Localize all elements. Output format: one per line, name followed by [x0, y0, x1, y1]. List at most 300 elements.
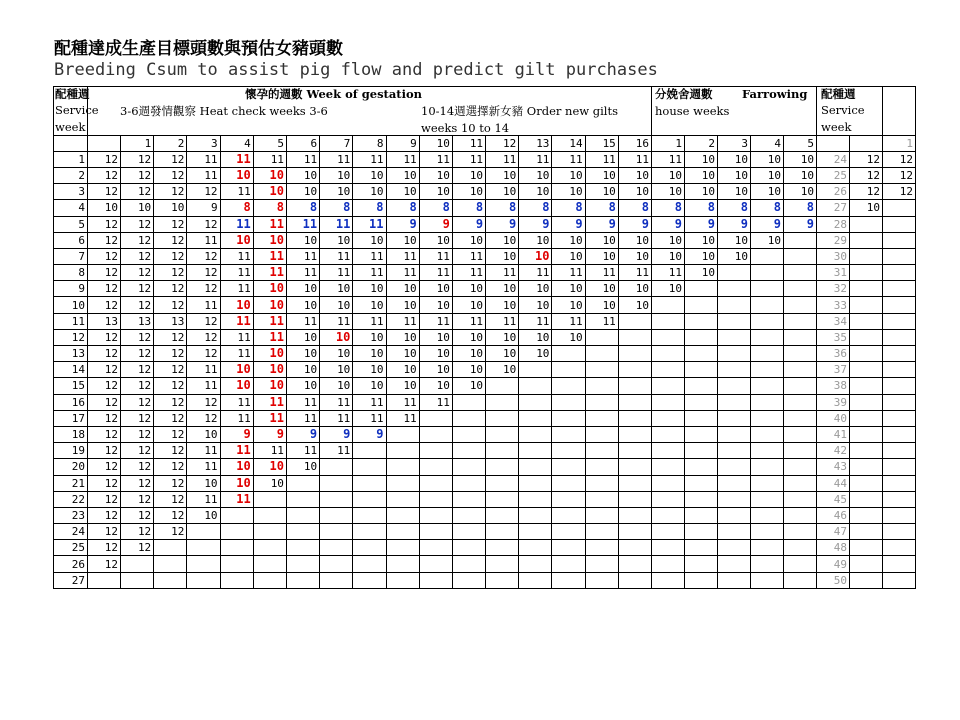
gestation-cell — [618, 491, 651, 507]
farrowing-cell — [685, 556, 718, 572]
gestation-cell: 10 — [187, 475, 220, 491]
bred-count-cell: 12 — [88, 232, 121, 248]
gestation-cell: 12 — [121, 507, 154, 523]
service-week2-cell: 45 — [817, 491, 850, 507]
extra-cell — [883, 200, 916, 216]
extra-cell — [883, 443, 916, 459]
gestation-cell: 10 — [353, 297, 386, 313]
service-week2-cell: 28 — [817, 216, 850, 232]
bred-count-cell: 12 — [88, 459, 121, 475]
farrowing-cell — [784, 313, 817, 329]
extra-cell — [883, 507, 916, 523]
gestation-cell — [552, 443, 585, 459]
gestation-cell: 12 — [121, 265, 154, 281]
gestation-week-number: 5 — [253, 135, 286, 151]
gestation-cell — [486, 410, 519, 426]
gestation-cell: 10 — [552, 232, 585, 248]
gestation-cell: 11 — [220, 491, 253, 507]
gestation-cell: 10 — [220, 232, 253, 248]
extra-cell — [883, 540, 916, 556]
farrowing-cell: 10 — [718, 167, 751, 183]
service-week2-cell: 32 — [817, 281, 850, 297]
gestation-cell: 10 — [419, 297, 452, 313]
extra-cell — [850, 410, 883, 426]
farrowing-cell: 10 — [685, 248, 718, 264]
gestation-cell: 10 — [519, 232, 552, 248]
farrowing-cell — [751, 572, 784, 588]
bred-count-cell — [88, 572, 121, 588]
gestation-cell: 10 — [618, 184, 651, 200]
gestation-cell — [419, 507, 452, 523]
gestation-cell: 11 — [286, 394, 319, 410]
farrowing-cell — [751, 248, 784, 264]
gestation-cell — [320, 524, 353, 540]
gestation-cell: 10 — [419, 362, 452, 378]
gestation-cell: 11 — [187, 491, 220, 507]
farrowing-week-number: 5 — [784, 135, 817, 151]
gestation-cell: 11 — [353, 313, 386, 329]
farrowing-cell: 8 — [718, 200, 751, 216]
gestation-cell: 9 — [519, 216, 552, 232]
gestation-cell — [585, 556, 618, 572]
service-week-cell: 4 — [54, 200, 88, 216]
gestation-cell — [187, 572, 220, 588]
gestation-cell: 10 — [286, 346, 319, 362]
header-cell — [419, 87, 452, 103]
gestation-cell: 10 — [320, 362, 353, 378]
gestation-cell: 10 — [419, 281, 452, 297]
gestation-cell — [419, 556, 452, 572]
farrowing-cell: 10 — [652, 232, 685, 248]
gestation-cell: 9 — [618, 216, 651, 232]
gestation-week-number: 11 — [452, 135, 485, 151]
gestation-cell — [121, 572, 154, 588]
farrowing-cell — [652, 443, 685, 459]
gestation-cell: 11 — [386, 410, 419, 426]
extra-cell — [850, 572, 883, 588]
gestation-cell: 9 — [253, 426, 286, 442]
farrowing-cell — [784, 459, 817, 475]
gestation-cell — [154, 540, 187, 556]
gestation-cell — [187, 556, 220, 572]
gestation-cell: 10 — [253, 281, 286, 297]
gestation-cell: 11 — [419, 151, 452, 167]
header-cell — [286, 119, 319, 135]
farrowing-cell — [685, 346, 718, 362]
gestation-cell — [585, 507, 618, 523]
farrowing-cell — [718, 313, 751, 329]
gestation-cell — [618, 329, 651, 345]
gestation-week-number: 14 — [552, 135, 585, 151]
gestation-cell: 11 — [187, 151, 220, 167]
farrowing-cell — [751, 346, 784, 362]
gestation-cell — [452, 540, 485, 556]
gestation-cell: 10 — [353, 232, 386, 248]
service-week-cell: 13 — [54, 346, 88, 362]
gestation-cell — [585, 426, 618, 442]
farrowing-cell — [718, 507, 751, 523]
farrowing-header-zh: 分娩舍週數 — [655, 87, 713, 101]
gestation-cell: 12 — [121, 329, 154, 345]
gestation-cell: 11 — [320, 248, 353, 264]
gestation-cell: 12 — [121, 475, 154, 491]
farrowing-cell — [652, 524, 685, 540]
farrowing-cell — [652, 426, 685, 442]
farrowing-cell — [784, 507, 817, 523]
service-week-header-zh: 配種週 — [55, 87, 90, 101]
gestation-cell: 12 — [187, 313, 220, 329]
gestation-cell: 11 — [552, 265, 585, 281]
service-week-cell: 1 — [54, 151, 88, 167]
farrowing-cell — [784, 540, 817, 556]
extra-cell — [850, 459, 883, 475]
gestation-cell — [286, 491, 319, 507]
gestation-cell: 11 — [220, 313, 253, 329]
gestation-cell: 12 — [121, 297, 154, 313]
farrowing-cell: 10 — [718, 184, 751, 200]
gestation-cell: 9 — [220, 426, 253, 442]
header-cell — [685, 119, 718, 135]
farrowing-cell — [685, 394, 718, 410]
gestation-cell: 9 — [386, 216, 419, 232]
service-week-cell: 16 — [54, 394, 88, 410]
gestation-cell — [220, 507, 253, 523]
gestation-cell: 11 — [386, 265, 419, 281]
gestation-cell — [419, 475, 452, 491]
gestation-cell: 10 — [286, 167, 319, 183]
gestation-cell: 10 — [452, 232, 485, 248]
bred-count-cell: 12 — [88, 346, 121, 362]
service-week2-cell: 49 — [817, 556, 850, 572]
extra-cell — [883, 265, 916, 281]
farrowing-cell: 11 — [652, 151, 685, 167]
extra-cell — [850, 491, 883, 507]
extra-cell — [850, 378, 883, 394]
gestation-cell: 8 — [585, 200, 618, 216]
gestation-cell: 12 — [121, 281, 154, 297]
gestation-cell: 9 — [452, 216, 485, 232]
gestation-cell: 10 — [519, 297, 552, 313]
farrowing-cell — [718, 265, 751, 281]
gestation-cell — [320, 491, 353, 507]
gestation-cell — [585, 378, 618, 394]
gestation-cell — [320, 507, 353, 523]
title-chinese: 配種達成生產目標頭數與預估女豬頭數 — [54, 39, 343, 59]
gestation-cell: 8 — [320, 200, 353, 216]
farrowing-cell: 10 — [784, 184, 817, 200]
gestation-cell — [519, 475, 552, 491]
farrowing-cell — [751, 410, 784, 426]
table-row — [54, 329, 916, 345]
title-english: Breeding Csum to assist pig flow and predict gilt purchases — [54, 60, 658, 80]
gestation-cell: 10 — [452, 167, 485, 183]
table-row — [54, 297, 916, 313]
gestation-cell: 10 — [253, 232, 286, 248]
gestation-cell: 10 — [486, 167, 519, 183]
gestation-cell: 12 — [154, 362, 187, 378]
farrowing-cell — [718, 281, 751, 297]
gestation-week-number: 1 — [121, 135, 154, 151]
farrowing-cell — [685, 281, 718, 297]
table-row — [54, 200, 916, 216]
gestation-cell: 8 — [353, 200, 386, 216]
bred-count-cell: 12 — [88, 362, 121, 378]
service-week-cell: 11 — [54, 313, 88, 329]
gestation-cell: 9 — [353, 426, 386, 442]
service-week-cell: 8 — [54, 265, 88, 281]
farrowing-cell — [751, 475, 784, 491]
gestation-cell: 11 — [419, 248, 452, 264]
farrowing-cell — [784, 378, 817, 394]
gestation-cell: 11 — [187, 459, 220, 475]
gestation-cell — [585, 410, 618, 426]
gestation-week-number: 10 — [419, 135, 452, 151]
farrowing-cell — [751, 362, 784, 378]
farrowing-cell — [652, 378, 685, 394]
farrowing-cell: 9 — [652, 216, 685, 232]
gestation-cell — [486, 459, 519, 475]
header-cell — [883, 87, 916, 103]
gestation-cell: 10 — [585, 248, 618, 264]
gestation-cell: 12 — [121, 346, 154, 362]
gestation-cell: 10 — [386, 362, 419, 378]
gestation-cell: 11 — [286, 216, 319, 232]
gestation-cell — [618, 556, 651, 572]
gestation-cell: 12 — [121, 394, 154, 410]
gestation-cell — [618, 362, 651, 378]
gestation-cell: 11 — [187, 378, 220, 394]
header-cell — [817, 135, 850, 151]
extra-cell — [883, 491, 916, 507]
header-cell — [618, 119, 651, 135]
service-week2-cell: 29 — [817, 232, 850, 248]
gestation-cell: 12 — [154, 297, 187, 313]
gestation-cell: 12 — [154, 346, 187, 362]
gestation-cell: 11 — [353, 410, 386, 426]
gestation-cell — [552, 540, 585, 556]
farrowing-cell: 10 — [751, 167, 784, 183]
gestation-cell: 10 — [154, 200, 187, 216]
gestation-cell — [452, 556, 485, 572]
gestation-cell: 10 — [452, 362, 485, 378]
gestation-cell — [618, 394, 651, 410]
week-number-row — [54, 135, 916, 151]
farrowing-cell — [784, 297, 817, 313]
gestation-cell: 10 — [552, 297, 585, 313]
service-week-header-en1: Service — [55, 103, 99, 117]
farrowing-cell — [751, 556, 784, 572]
service-week2-header-zh: 配種週 — [821, 87, 856, 101]
gestation-cell — [353, 443, 386, 459]
gestation-cell: 11 — [353, 248, 386, 264]
gestation-cell — [286, 572, 319, 588]
gestation-cell: 12 — [154, 151, 187, 167]
extra-cell — [883, 346, 916, 362]
farrowing-cell — [751, 281, 784, 297]
bred-count-cell: 12 — [88, 167, 121, 183]
house-weeks-header: house weeks — [655, 104, 730, 118]
header-cell — [618, 87, 651, 103]
gestation-cell: 10 — [386, 184, 419, 200]
gestation-cell: 12 — [121, 443, 154, 459]
gestation-cell: 10 — [220, 297, 253, 313]
gestation-cell: 11 — [585, 151, 618, 167]
gestation-cell: 10 — [419, 378, 452, 394]
header-cell — [784, 119, 817, 135]
gestation-cell — [386, 443, 419, 459]
table-row — [54, 507, 916, 523]
header-cell — [187, 87, 220, 103]
gestation-cell: 11 — [253, 313, 286, 329]
gestation-cell: 10 — [585, 297, 618, 313]
gestation-cell — [419, 491, 452, 507]
farrowing-cell: 10 — [685, 167, 718, 183]
gestation-cell: 9 — [286, 426, 319, 442]
gestation-cell — [552, 362, 585, 378]
gestation-week-number: 12 — [486, 135, 519, 151]
farrowing-cell — [685, 362, 718, 378]
farrowing-cell — [685, 491, 718, 507]
farrowing-cell — [751, 459, 784, 475]
gestation-cell — [452, 572, 485, 588]
farrowing-cell — [652, 572, 685, 588]
farrowing-cell — [784, 394, 817, 410]
farrowing-cell: 10 — [685, 151, 718, 167]
farrowing-cell: 9 — [718, 216, 751, 232]
extra-cell — [850, 281, 883, 297]
gestation-cell: 11 — [519, 313, 552, 329]
bred-count-cell: 12 — [88, 475, 121, 491]
gestation-cell: 11 — [552, 151, 585, 167]
farrowing-cell — [652, 394, 685, 410]
farrowing-cell: 9 — [685, 216, 718, 232]
bred-count-cell: 13 — [88, 313, 121, 329]
extra-cell — [883, 281, 916, 297]
gestation-cell — [220, 540, 253, 556]
header-cell — [784, 103, 817, 119]
gestation-cell — [286, 556, 319, 572]
gestation-cell: 11 — [419, 313, 452, 329]
gestation-cell — [320, 459, 353, 475]
gestation-cell: 12 — [154, 232, 187, 248]
gestation-cell — [585, 475, 618, 491]
header-cell — [883, 119, 916, 135]
gestation-cell — [187, 540, 220, 556]
extra-cell — [850, 265, 883, 281]
farrowing-cell — [652, 556, 685, 572]
gestation-cell: 10 — [320, 281, 353, 297]
farrowing-cell: 9 — [751, 216, 784, 232]
bred-count-cell: 12 — [88, 151, 121, 167]
gestation-cell: 10 — [486, 362, 519, 378]
extra-cell — [883, 216, 916, 232]
service-week-cell: 23 — [54, 507, 88, 523]
gestation-cell — [386, 426, 419, 442]
service-week2-cell: 44 — [817, 475, 850, 491]
gestation-cell: 10 — [353, 167, 386, 183]
farrowing-cell — [685, 313, 718, 329]
gestation-cell: 13 — [154, 313, 187, 329]
farrowing-cell — [652, 313, 685, 329]
farrowing-cell: 10 — [652, 248, 685, 264]
gestation-cell: 10 — [419, 184, 452, 200]
gestation-cell — [386, 556, 419, 572]
gestation-cell: 11 — [320, 394, 353, 410]
farrowing-cell — [784, 346, 817, 362]
farrowing-cell — [784, 248, 817, 264]
header-cell — [386, 119, 419, 135]
header-cell — [154, 119, 187, 135]
table-row — [54, 556, 916, 572]
gestation-cell — [452, 426, 485, 442]
gestation-cell: 11 — [585, 313, 618, 329]
gestation-cell: 10 — [386, 378, 419, 394]
gestation-cell: 11 — [353, 216, 386, 232]
gestation-cell — [486, 394, 519, 410]
farrowing-cell — [718, 346, 751, 362]
bred-count-cell: 12 — [88, 394, 121, 410]
gestation-cell: 10 — [220, 459, 253, 475]
service-week-cell: 21 — [54, 475, 88, 491]
header-cell — [519, 119, 552, 135]
gestation-cell — [585, 572, 618, 588]
header-cell — [154, 87, 187, 103]
gestation-cell — [618, 346, 651, 362]
extra-cell — [883, 297, 916, 313]
farrowing-cell: 10 — [652, 184, 685, 200]
service-week2-header-en2: week — [821, 120, 852, 134]
farrowing-cell: 10 — [718, 151, 751, 167]
gestation-cell: 10 — [618, 167, 651, 183]
gestation-cell — [585, 524, 618, 540]
gestation-cell — [452, 394, 485, 410]
gestation-cell: 10 — [286, 378, 319, 394]
gestation-cell: 12 — [121, 426, 154, 442]
gestation-cell: 10 — [220, 167, 253, 183]
bred-count-cell: 12 — [88, 426, 121, 442]
gestation-cell: 10 — [253, 297, 286, 313]
gestation-cell — [585, 329, 618, 345]
extra-cell: 12 — [850, 167, 883, 183]
gestation-cell — [519, 572, 552, 588]
gestation-cell — [154, 556, 187, 572]
gestation-cell: 10 — [386, 346, 419, 362]
table-row — [54, 378, 916, 394]
gestation-week-number: 15 — [585, 135, 618, 151]
extra-cell — [883, 378, 916, 394]
gestation-cell — [220, 572, 253, 588]
service-week-cell: 6 — [54, 232, 88, 248]
gestation-cell — [386, 507, 419, 523]
gestation-cell — [618, 572, 651, 588]
service-week-cell: 3 — [54, 184, 88, 200]
service-week-cell: 24 — [54, 524, 88, 540]
service-week2-header-en1: Service — [821, 103, 865, 117]
gestation-cell — [618, 410, 651, 426]
farrowing-cell — [685, 507, 718, 523]
farrowing-cell: 10 — [685, 265, 718, 281]
farrowing-cell: 10 — [685, 232, 718, 248]
farrowing-cell — [652, 410, 685, 426]
gestation-cell — [552, 524, 585, 540]
gestation-cell: 12 — [154, 248, 187, 264]
gestation-cell — [386, 459, 419, 475]
farrowing-week-number: 2 — [685, 135, 718, 151]
gestation-cell: 10 — [486, 297, 519, 313]
service-week2-cell: 42 — [817, 443, 850, 459]
gestation-cell — [618, 378, 651, 394]
gestation-cell — [353, 475, 386, 491]
